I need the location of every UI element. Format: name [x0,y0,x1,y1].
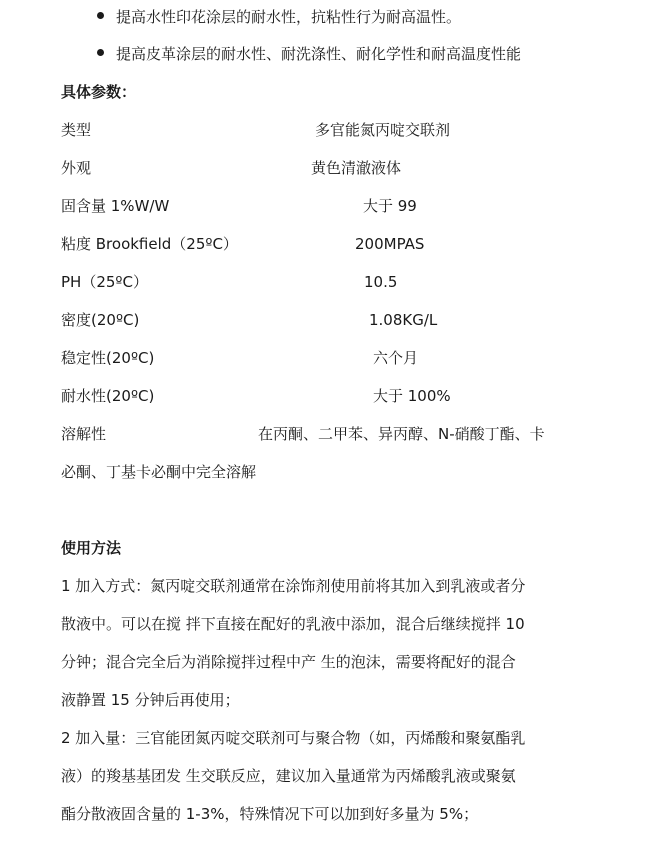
bullet-text: 提高水性印花涂层的耐水性，抗粘性行为耐高温性。 [116,8,462,26]
bullet-item [97,42,521,66]
usage-heading: 使用方法 [61,539,122,557]
param-value: 大于 100% [373,387,451,405]
param-label: 固含量 1%W/W [61,197,170,215]
param-value: 1.08KG/L [369,311,438,329]
usage-line: 酯分散液固含量的 1-3%，特殊情况下可以加到好多量为 5%； [61,805,479,823]
bullet-text: 提高皮革涂层的耐水性、耐洗涤性、耐化学性和耐高温度性能 [116,45,522,63]
param-value: 黄色清澈液体 [311,159,402,177]
param-value: 200MPAS [355,235,425,253]
param-value: 大于 99 [363,197,417,215]
param-label: 密度(20ºC) [61,311,140,329]
param-label: PH（25ºC） [61,273,148,291]
param-label: 耐水性(20ºC) [61,387,155,405]
param-label: 稳定性(20ºC) [61,349,155,367]
param-label: 外观 [61,159,92,177]
usage-line: 液静置 15 分钟后再使用； [61,691,240,709]
usage-line: 液）的羧基基团发 生交联反应，建议加入量通常为丙烯酸乳液或聚氨 [61,767,516,785]
param-label: 溶解性 [61,425,107,443]
param-value: 10.5 [364,273,398,291]
bullet-item [97,5,461,29]
param-label: 粘度 Brookfield（25ºC） [61,235,238,253]
param-value: 多官能氮丙啶交联剂 [315,121,451,139]
param-value: 六个月 [373,349,419,367]
usage-line: 分钟；混合完全后为消除搅拌过程中产 生的泡沫，需要将配好的混合 [61,653,516,671]
usage-line: 散液中。可以在搅 拌下直接在配好的乳液中添加，混合后继续搅拌 10 [61,615,525,633]
param-label: 类型 [61,121,92,139]
param-value: 在丙酮、二甲苯、异丙醇、N-硝酸丁酯、卡 [258,425,545,443]
usage-line: 2 加入量：三官能团氮丙啶交联剂可与聚合物（如，丙烯酸和聚氨酯乳 [61,729,526,747]
solubility-continuation: 必酮、丁基卡必酮中完全溶解 [61,463,257,481]
bullet-dot-icon [97,12,104,19]
bullet-dot-icon [97,49,104,56]
usage-line: 1 加入方式：氮丙啶交联剂通常在涂饰剂使用前将其加入到乳液或者分 [61,577,526,595]
params-heading: 具体参数： [61,83,137,101]
